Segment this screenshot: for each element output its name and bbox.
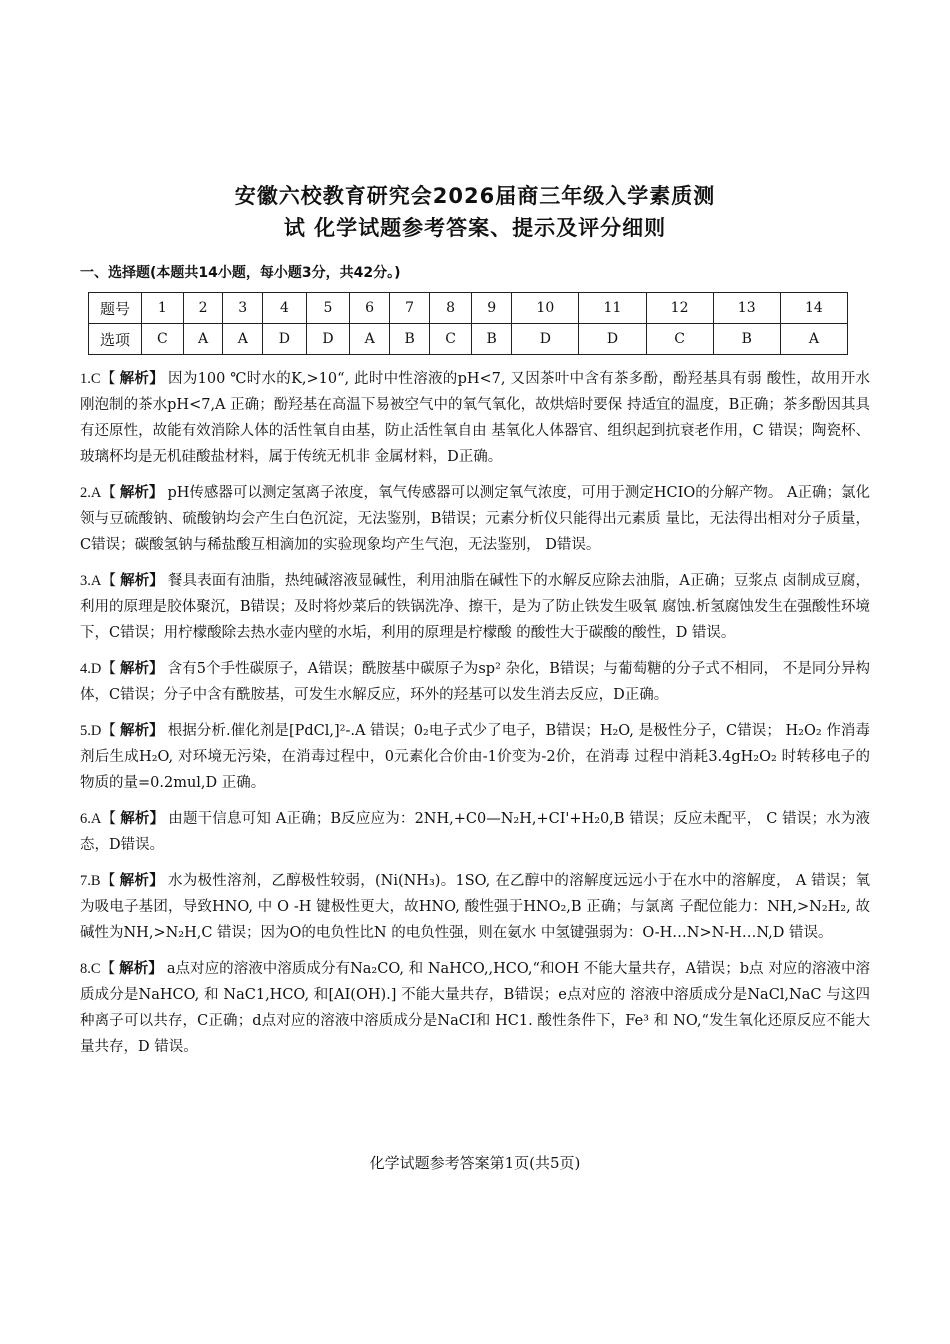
- answer-row: [89, 324, 848, 355]
- explanation-number: 7.B【: [80, 873, 116, 889]
- answer-cell: C: [142, 324, 184, 355]
- row-label-answer: 选项: [89, 324, 142, 355]
- question-number: 3: [223, 293, 263, 324]
- answer-cell: D: [263, 324, 307, 355]
- explanation-text: 含有5个手性碳原子，A错误；酰胺基中碳原子为sp² 杂化，B错误；与葡萄糖的分子式不相同， 不是同分异构体，C错误；分子中含有酰胺基，可发生水解反应，环外的羟基可以发生消去反应，D正确。: [80, 661, 871, 703]
- answer-cell: A: [183, 324, 223, 355]
- explanation-item: [80, 718, 870, 796]
- explanation-tag: 解析】: [119, 660, 164, 677]
- explanation-tag: 解析】: [120, 722, 164, 739]
- explanation-number: 1.C【: [80, 371, 116, 387]
- section-heading: 一、选择题(本题共14小题，每小题3分，共42分。): [80, 265, 401, 281]
- answer-cell: C: [646, 324, 713, 355]
- explanation-text: 由题干信息可知 A正确；B反应应为：2NH,+C0—N₂H,+CI'+H₂0,B 错误；反应未配平， C 错误；水为液态，D错误。: [80, 811, 870, 853]
- explanation-text: 餐具表面有油脂，热纯碱溶液显碱性，利用油脂在碱性下的水解反应除去油脂，A正确；豆浆点 卤制成豆腐，利用的原理是胶体聚沉，B错误；及时将炒菜后的铁锅洗净、擦干，是为了防止铁发生吸氧 腐蚀.析氢腐蚀发生在强酸性环境下，C错误；用柠檬酸除去热水壶内壁的水垢，利用的原理是柠檬酸 的酸性大于碳酸的酸性，D 错误。: [80, 573, 870, 641]
- page-title-line2: 试 化学试题参考答案、提示及评分细则: [283, 216, 667, 240]
- explanation-number: 4.D【: [80, 661, 116, 677]
- explanation-item: [80, 656, 870, 708]
- question-number: 14: [780, 293, 847, 324]
- explanation-tag: 解析】: [120, 810, 165, 827]
- question-number-row: [89, 293, 848, 324]
- answer-cell: B: [713, 324, 780, 355]
- explanation-item: [80, 480, 870, 558]
- question-number: 7: [389, 293, 429, 324]
- question-number: 13: [713, 293, 780, 324]
- question-number: 4: [263, 293, 307, 324]
- question-number: 11: [579, 293, 646, 324]
- question-number: 6: [350, 293, 390, 324]
- answer-cell: A: [780, 324, 847, 355]
- question-number: 2: [183, 293, 223, 324]
- page-title-line1: 安徽六校教育研究会2026届商三年级入学素质测: [234, 184, 716, 208]
- answer-cell: C: [430, 324, 472, 355]
- question-number: 1: [142, 293, 184, 324]
- question-number: 5: [306, 293, 350, 324]
- explanation-tag: 解析】: [119, 960, 163, 977]
- explanation-item: [80, 806, 870, 858]
- explanation-number: 8.C【: [80, 961, 116, 977]
- explanation-item: [80, 956, 870, 1060]
- explanation-item: [80, 868, 870, 946]
- question-number: 12: [646, 293, 713, 324]
- explanation-number: 3.A【: [80, 573, 117, 589]
- answer-cell: D: [306, 324, 350, 355]
- question-number: 8: [430, 293, 472, 324]
- explanation-item: [80, 568, 870, 646]
- question-number: 9: [472, 293, 512, 324]
- explanation-text: 因为100 ℃时水的K,>10“, 此时中性溶液的pH<7, 又因茶叶中含有茶多酚，酚羟基具有弱 酸性，故用开水刚泡制的茶水pH<7,A 正确；酚羟基在高温下易被空气中的氧气氧化，故烘焙时要保 持适宜的温度，B正确；茶多酚因其具有还原性，故能有效消除人体的活性氧自由基，防止活性氧自由 基氧化人体器官、组织起到抗衰老作用，C 错误；陶瓷杯、玻璃杯均是无机硅酸盐材料，属于传统无机非 金属材料，D正确。: [80, 371, 871, 465]
- answer-cell: B: [389, 324, 429, 355]
- explanation-tag: 解析】: [119, 370, 165, 387]
- explanation-number: 5.D【: [80, 723, 116, 739]
- explanation-text: a点对应的溶液中溶质成分有Na₂CO, 和 NaHCO,,HCO,“和OH 不能大量共存，A错误；b点 对应的溶液中溶质成分是NaHCO, 和 NaC1,HCO, 和[AI(OH).] 不能大量共存，B错误；e点对应的 溶液中溶质成分是NaCl,NaC 与这四种离子可以共存，C正确；d点对应的溶液中溶质成分是NaCI和 HC1. 酸性条件下，Fe³ 和 NO,“发生氧化还原反应不能大量共存，D 错误。: [80, 961, 871, 1055]
- explanation-tag: 解析】: [119, 872, 164, 889]
- explanation-tag: 解析】: [120, 572, 164, 589]
- answer-table: [88, 292, 848, 355]
- explanation-number: 2.A【: [80, 485, 116, 501]
- page-footer: 化学试题参考答案第1页(共5页): [369, 1154, 581, 1172]
- answer-cell: D: [579, 324, 646, 355]
- explanation-text: 根据分析.催化剂是[PdCl,]²-.A 错误；0₂电子式少了电子，B错误；H₂O, 是极性分子，C错误； H₂O₂ 作消毒剂后生成H₂O, 对环境无污染，在消毒过程中，0元素化合价由-1价变为-2价，在消毒 过程中消耗3.4gH₂O₂ 时转移电子的物质的量=0.2mul,D 正确。: [80, 723, 870, 791]
- row-label-question: 题号: [89, 293, 142, 324]
- explanation-list: [80, 366, 870, 1070]
- explanation-text: 水为极性溶剂，乙醇极性较弱，(Ni(NH₃)。1SO, 在乙醇中的溶解度远远小于在水中的溶解度， A 错误；氧为吸电子基团，导致HNO, 中 O -H 键极性更大，故HNO, 酸性强于HNO₂,B 正确；与氯离 子配位能力：NH,>N₂H₂, 故碱性为NH,>N₂H,C 错误；因为O的电负性比N 的电负性强，则在氨水 中氢键强弱为：O-H…N>N-H…N,D 错误。: [80, 873, 871, 941]
- answer-cell: B: [472, 324, 512, 355]
- answer-cell: D: [512, 324, 579, 355]
- answer-cell: A: [223, 324, 263, 355]
- explanation-tag: 解析】: [119, 484, 164, 501]
- explanation-number: 6.A【: [80, 811, 117, 827]
- explanation-item: [80, 366, 870, 470]
- answer-cell: A: [350, 324, 390, 355]
- explanation-text: pH传感器可以测定氢离子浓度，氧气传感器可以测定氧气浓度，可用于测定HCIO的分解产物。 A正确；氯化领与豆硫酸钠、硫酸钠均会产生白色沉淀，无法鉴别，B错误；元素分析仪只能得出元素质 量比，无法得出相对分子质量，C错误；碳酸氢钠与稀盐酸互相滴加的实验现象均产生气泡，无法鉴别， D错误。: [80, 485, 871, 553]
- question-number: 10: [512, 293, 579, 324]
